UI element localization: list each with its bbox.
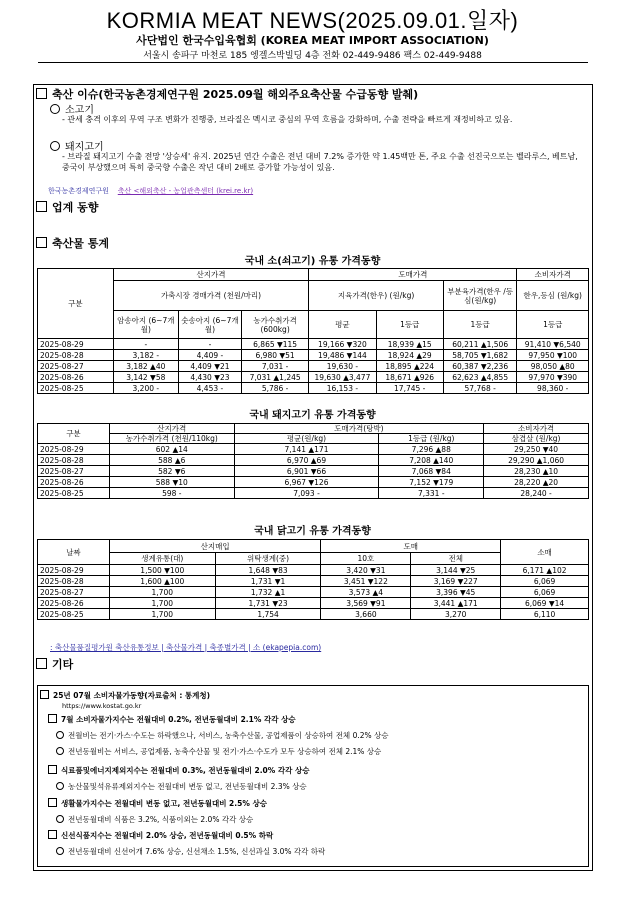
section-etc	[36, 656, 73, 672]
circle-bullet-icon	[50, 104, 60, 114]
header-col: 전체	[411, 553, 501, 565]
table-cell: 28,220 ▲20	[484, 477, 589, 488]
table-row	[38, 455, 589, 466]
section-trend	[36, 199, 98, 215]
table-cell: 19,486 ▼144	[309, 350, 376, 361]
section-stats	[36, 235, 109, 251]
circle-bullet-icon	[50, 141, 60, 151]
table-cell: 7,331 -	[379, 488, 484, 499]
header-col: 평균(원/kg)	[234, 434, 379, 444]
table-cell: 3,182 -	[113, 350, 178, 361]
square-bullet-icon	[36, 237, 47, 248]
table-cell: 1,648 ▼83	[215, 565, 321, 576]
beef-table-title: 국내 소(쇠고기) 유통 가격동향	[244, 256, 381, 267]
table-cell: 6,069	[501, 576, 589, 587]
table-cell: 97,970 ▼390	[517, 372, 589, 383]
table-cell: 7,141 ▲171	[234, 444, 379, 455]
circle-bullet-icon	[56, 747, 64, 755]
table-cell: 6,901 ▼66	[234, 466, 379, 477]
table-row	[38, 587, 589, 598]
table-cell: 6,110	[501, 609, 589, 620]
table-row	[38, 477, 589, 488]
header-carcass-price: 지육가격(한우) (원/kg)	[309, 281, 444, 311]
square-bullet-icon	[36, 201, 47, 212]
table-cell: 7,152 ▼179	[379, 477, 484, 488]
table-cell: 7,093 -	[234, 488, 379, 499]
table-cell: 4,409 -	[178, 350, 241, 361]
cpi-item-text: 생활물가지수는 전월대비 변동 없고, 전년동월대비 2.5% 상승	[61, 799, 267, 808]
header-wholesale-price: 도매가격	[309, 269, 517, 281]
table-cell: 29,290 ▲1,060	[484, 455, 589, 466]
table-cell: 7,068 ▼84	[379, 466, 484, 477]
organization-address: 서울시 송파구 마천로 185 엥겔스박빌딩 4층 전화 02-449-9486 팩스 02-449-9488	[143, 51, 482, 61]
header-date: 날짜	[38, 540, 110, 565]
table-cell: 18,939 ▲15	[376, 339, 443, 350]
header-col: 1등급 (원/kg)	[379, 434, 484, 444]
table-cell: 588 ▲6	[109, 455, 234, 466]
beef-issue-text: - 관세 충격 이후의 무역 구조 변화가 진행중, 브라질은 멕시코 중심의 무역 흐름을 강화하며, 수출 전략을 빠르게 재정비하고 있음.	[62, 115, 513, 124]
row-date: 2025-08-28	[38, 455, 110, 466]
section-stats-heading: 축산물 통계	[52, 237, 109, 250]
table-cell: 5,786 -	[241, 383, 308, 394]
table-cell: -	[178, 339, 241, 350]
circle-bullet-icon	[56, 731, 64, 739]
header-consumer-price: 소비자가격	[517, 269, 589, 281]
row-date: 2025-08-26	[38, 598, 110, 609]
header-consumer-sub: 한우,등심 (원/kg)	[517, 281, 589, 311]
cpi-detail-text: 농산물및석유류제외지수는 전월대비 변동 없고, 전년동월대비 2.3% 상승	[68, 782, 307, 791]
table-cell: 58,705 ▼1,682	[443, 350, 517, 361]
circle-bullet-icon	[56, 782, 64, 790]
table-cell: 91,410 ▼6,540	[517, 339, 589, 350]
header-origin-price: 산지가격	[113, 269, 309, 281]
table-cell: 98,050 ▲80	[517, 361, 589, 372]
header-part-price: 부분육가격(한우 /등심(원/kg)	[443, 281, 517, 311]
table-cell: 7,031 ▲1,245	[241, 372, 308, 383]
header-col: 숫송아지 (6~7개월)	[178, 311, 241, 339]
table-row	[38, 565, 589, 576]
table-row	[38, 576, 589, 587]
table-cell: 6,980 ▼51	[241, 350, 308, 361]
table-cell: 29,250 ▼40	[484, 444, 589, 455]
cpi-item-text: 7월 소비자물가지수는 전월대비 0.2%, 전년동월대비 2.1% 각각 상승	[61, 715, 296, 724]
header-wholesale-price: 도매가격(탕박)	[234, 424, 484, 434]
header-col: 1등급	[443, 311, 517, 339]
pork-issue-text: - 브라질 돼지고기 수출 전망 '상승세' 유지. 2025년 연간 수출은 전년 대비 7.2% 증가한 약 1.45백만 톤, 주요 수출 선진국으로는 벨라루스, 베트남, 중국이 부상했으며 특히 중국향 수출은 작년 대비 2배로 증가할 가능성이 있음.	[62, 152, 578, 172]
row-date: 2025-08-29	[38, 565, 110, 576]
circle-bullet-icon	[56, 815, 64, 823]
header-market-auction: 가축시장 경매가격 (천원/마리)	[113, 281, 309, 311]
row-date: 2025-08-27	[38, 587, 110, 598]
table-row	[38, 609, 589, 620]
pork-price-table	[37, 423, 589, 499]
cpi-detail-text: 전년동월대비 신선어개 7.6% 상승, 신선채소 1.5%, 신선과실 3.0% 각각 하락	[68, 847, 326, 856]
square-bullet-icon	[48, 798, 57, 807]
table-cell: 19,166 ▼320	[309, 339, 376, 350]
header-col: 1등급	[376, 311, 443, 339]
header-wholesale-price: 도매	[321, 540, 501, 553]
square-bullet-icon	[48, 830, 57, 839]
section-issues	[36, 86, 418, 102]
header-consumer-price: 소매	[501, 540, 589, 565]
header-col: 농가수취가격 (천원/110kg)	[109, 434, 234, 444]
table-cell: 3,142 ▼58	[113, 372, 178, 383]
table-cell: 7,208 ▲140	[379, 455, 484, 466]
cpi-detail	[56, 781, 307, 792]
cpi-title	[40, 690, 210, 701]
row-date: 2025-08-27	[38, 466, 110, 477]
table-cell: 4,430 ▼23	[178, 372, 241, 383]
cpi-item-text: 신선식품지수는 전월대비 2.0% 상승, 전년동월대비 0.5% 하락	[61, 831, 274, 840]
row-date: 2025-08-28	[38, 576, 110, 587]
table-cell: 3,396 ▼45	[411, 587, 501, 598]
table-row	[38, 339, 589, 350]
table-cell: 57,768 -	[443, 383, 517, 394]
header-col: 암송아지 (6~7개월)	[113, 311, 178, 339]
table-cell: 3,451 ▼122	[321, 576, 411, 587]
header-origin-price: 산지가격	[109, 424, 234, 434]
header-col: 평균	[309, 311, 376, 339]
cpi-detail-text: 전년동월대비 식품은 3.2%, 식품이외는 2.0% 각각 상승	[68, 815, 254, 824]
row-date: 2025-08-26	[38, 477, 110, 488]
table-row	[38, 598, 589, 609]
header-col: 생계유통(대)	[109, 553, 215, 565]
table-cell: 3,144 ▼25	[411, 565, 501, 576]
table-cell: 19,630 -	[309, 361, 376, 372]
header-col: 1등급	[517, 311, 589, 339]
table-cell: 3,660	[321, 609, 411, 620]
table-cell: 6,970 ▲69	[234, 455, 379, 466]
kostat-link[interactable]: https://www.kostat.go.kr	[62, 702, 142, 710]
row-date: 2025-08-29	[38, 444, 110, 455]
header-col: 위탁생계(중)	[215, 553, 321, 565]
row-date: 2025-08-28	[38, 350, 114, 361]
section-issues-heading: 축산 이슈(한국농촌경제연구원 2025.09월 해외주요축산물 수급동향 발췌)	[52, 88, 419, 101]
table-cell: 28,230 ▲10	[484, 466, 589, 477]
table-row	[38, 372, 589, 383]
issues-source-link[interactable]: 축산 <해외축산 - 농업관측센터 (krei.re.kr)	[117, 187, 254, 195]
table-cell: 3,182 ▲40	[113, 361, 178, 372]
beef-price-table	[37, 268, 589, 394]
table-cell: 16,153 -	[309, 383, 376, 394]
header-col: 농가수취가격 (600kg)	[241, 311, 308, 339]
table-row	[38, 361, 589, 372]
table-cell: 97,950 ▼100	[517, 350, 589, 361]
table-cell: 1,732 ▲1	[215, 587, 321, 598]
table-cell: 598 -	[109, 488, 234, 499]
row-date: 2025-08-25	[38, 488, 110, 499]
table-cell: 18,924 ▲29	[376, 350, 443, 361]
table-cell: 3,169 ▼227	[411, 576, 501, 587]
table-cell: 18,895 ▲224	[376, 361, 443, 372]
circle-bullet-icon	[56, 847, 64, 855]
chicken-source[interactable]	[50, 642, 321, 653]
section-etc-heading: 기타	[52, 658, 74, 671]
table-cell: 19,630 ▲3,477	[309, 372, 376, 383]
pork-table-title: 국내 돼지고기 유통 가격동향	[249, 410, 376, 421]
table-cell: 4,453 -	[178, 383, 241, 394]
row-date: 2025-08-27	[38, 361, 114, 372]
table-cell: 3,200 -	[113, 383, 178, 394]
header-col: 10호	[321, 553, 411, 565]
chicken-price-table	[37, 539, 589, 620]
table-cell: 6,865 ▼115	[241, 339, 308, 350]
table-row	[38, 444, 589, 455]
organization-name: 사단법인 한국수입육협회 (KOREA MEAT IMPORT ASSOCIATION)	[136, 34, 489, 47]
table-cell: -	[113, 339, 178, 350]
square-bullet-icon	[40, 690, 49, 699]
table-cell: 60,211 ▲1,506	[443, 339, 517, 350]
row-date: 2025-08-25	[38, 383, 114, 394]
cpi-item	[48, 798, 267, 809]
row-date: 2025-08-29	[38, 339, 114, 350]
table-cell: 3,573 ▲4	[321, 587, 411, 598]
cpi-detail	[56, 814, 253, 825]
chicken-table-title: 국내 닭고기 유통 가격동향	[254, 526, 371, 537]
beef-subheading-text: 소고기	[65, 105, 94, 116]
table-cell: 1,731 ▼23	[215, 598, 321, 609]
cpi-item-text: 식료품및에너지제외지수는 전월대비 0.3%, 전년동월대비 2.0% 각각 상승	[61, 766, 310, 775]
table-row	[38, 488, 589, 499]
cpi-detail-text: 전년동월비는 서비스, 공업제품, 농축수산물 및 전기·가스·수도가 모두 상승하여 전체 2.1% 상승	[68, 747, 382, 756]
table-cell: 1,600 ▲100	[109, 576, 215, 587]
table-cell: 28,240 -	[484, 488, 589, 499]
table-cell: 1,731 ▼1	[215, 576, 321, 587]
table-row	[38, 466, 589, 477]
cpi-detail	[56, 846, 325, 857]
table-cell: 602 ▲14	[109, 444, 234, 455]
table-cell: 1,700	[109, 598, 215, 609]
table-cell: 18,671 ▲926	[376, 372, 443, 383]
header-consumer-price: 소비자가격	[484, 424, 589, 434]
table-cell: 3,420 ▼31	[321, 565, 411, 576]
header-date: 구분	[38, 424, 110, 444]
row-date: 2025-08-25	[38, 609, 110, 620]
table-cell: 98,360 -	[517, 383, 589, 394]
table-cell: 1,500 ▼100	[109, 565, 215, 576]
cpi-detail	[56, 730, 389, 741]
table-cell: 1,700	[109, 587, 215, 598]
cpi-item	[48, 714, 296, 725]
table-cell: 7,031 -	[241, 361, 308, 372]
issues-source-org: 한국농촌경제연구원	[48, 187, 109, 195]
cpi-detail	[56, 746, 381, 757]
issues-source	[48, 186, 253, 196]
table-cell: 3,270	[411, 609, 501, 620]
table-cell: 6,069	[501, 587, 589, 598]
row-date: 2025-08-26	[38, 372, 114, 383]
cpi-title-text: 25년 07월 소비자물가동향(자료출처 : 통계청)	[53, 691, 211, 700]
cpi-item	[48, 765, 310, 776]
cpi-detail-text: 전월비는 전기·가스·수도는 하락했으나, 서비스, 농축수산물, 공업제품이 상승하여 전체 0.2% 상승	[68, 731, 389, 740]
table-cell: 582 ▼6	[109, 466, 234, 477]
table-cell: 3,441 ▲171	[411, 598, 501, 609]
table-row	[38, 350, 589, 361]
table-cell: 6,171 ▲102	[501, 565, 589, 576]
table-cell: 60,387 ▼2,236	[443, 361, 517, 372]
header-date: 구분	[38, 269, 114, 339]
header-col: 삼겹살 (원/kg)	[484, 434, 589, 444]
table-cell: 4,409 ▼21	[178, 361, 241, 372]
table-cell: 588 ▼10	[109, 477, 234, 488]
table-cell: 3,569 ▼91	[321, 598, 411, 609]
table-cell: 1,700	[109, 609, 215, 620]
square-bullet-icon	[36, 88, 47, 99]
table-cell: 1,754	[215, 609, 321, 620]
table-row	[38, 383, 589, 394]
square-bullet-icon	[48, 765, 57, 774]
cpi-item	[48, 830, 273, 841]
header-origin-price: 산지매입	[109, 540, 321, 553]
section-trend-heading: 업계 동향	[52, 201, 99, 214]
table-cell: 6,967 ▼126	[234, 477, 379, 488]
square-bullet-icon	[36, 658, 47, 669]
table-cell: 7,296 ▲88	[379, 444, 484, 455]
newsletter-title: KORMIA MEAT NEWS(2025.09.01.일자)	[106, 8, 519, 33]
table-cell: 17,745 -	[376, 383, 443, 394]
square-bullet-icon	[48, 714, 57, 723]
table-cell: 62,623 ▲4,855	[443, 372, 517, 383]
chicken-source-link[interactable]: : 축산물품질평가원 축산유통정보 | 축산물가격 | 축종별가격 | 소 (ekapepia.com)	[50, 643, 322, 652]
table-cell: 6,069 ▼14	[501, 598, 589, 609]
header-divider	[38, 62, 588, 63]
pork-subheading-text: 돼지고기	[65, 142, 104, 153]
